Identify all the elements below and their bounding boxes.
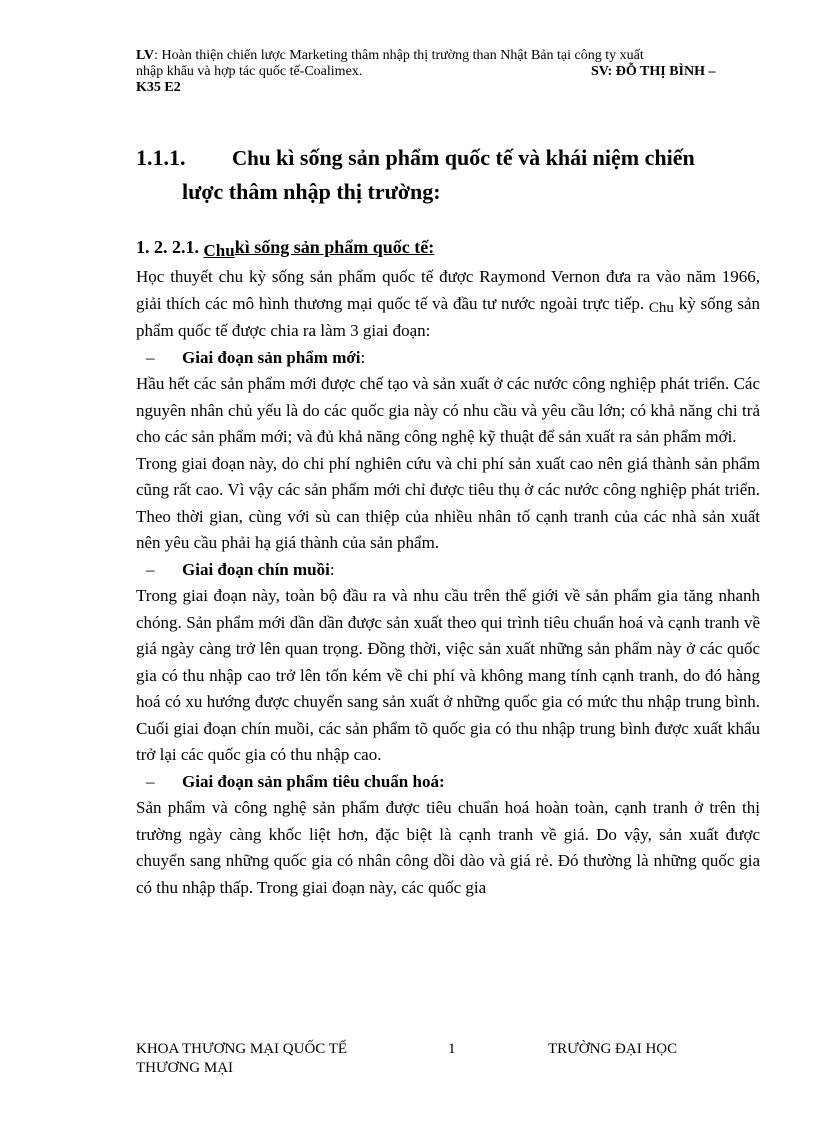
bullet-dash: –	[146, 771, 155, 791]
header-line-1	[136, 48, 760, 64]
bullet-dash: –	[146, 347, 155, 367]
header-line-2: nhập khẩu và hợp tác quốc tế-Coalimex.	[136, 64, 363, 79]
paragraph-new-product-2: Trong giai đoạn này, do chi phí nghiên cứu và chi phí sản xuất cao nên giá thành sản phẩm cũng rất cao. Vì vậy các sản phẩm mới chỉ được tiêu thụ ở các nước công nghiệp phát triển. Theo thời gian, cùng với sù can thiệp của nhiều nhân tố cạnh tranh của các nhà sản xuất nên yêu cầu phải hạ giá thành của sản phẩm.	[136, 453, 760, 552]
paragraph-maturity: Trong giai đoạn này, toàn bộ đầu ra và nhu cầu trên thế giới về sản phẩm gia tăng nhanh chóng. Sản phẩm mới dần dần được sản xuất theo qui trình tiêu chuẩn hoá và cạnh tranh về giá ngày càng trở lên quan trọng. Đồng thời, việc sản xuất những sản phẩm này ở các quốc gia có thu nhập cao trở lên tốn kém về chi phí và không mang tính cạnh tranh, do đó hàng hoá có xu hướng được chuyển sang sản xuất ở những quốc gia có mức thu nhập trung bình. Cuối giai đoạn chín muồi, các sản phẩm tõ quốc gia có thu nhập trung bình được xuất khẩu trở lại các quốc gia có thu nhập cao.	[136, 586, 760, 764]
intro-paragraph	[136, 264, 760, 345]
footer-university: TRƯỜNG ĐẠI HỌC	[548, 1041, 678, 1057]
bullet-dash: –	[146, 559, 155, 579]
intro-chu: Chu	[648, 299, 674, 316]
page-number: 1	[448, 1041, 456, 1057]
header-class-code: K35 E2	[136, 80, 181, 95]
heading-text-line-2: lược thâm nhập thị trường:	[182, 179, 441, 204]
bullet-maturity: – Giai đoạn chín muồi:	[136, 557, 760, 584]
section-heading-1-1-1	[136, 141, 760, 209]
intro-text-b: kỳ sống sản phẩm quốc tế được chia ra làm 3 giai đoạn:	[136, 293, 761, 340]
heading-number: 1.1.1.	[136, 145, 186, 170]
page-header	[136, 48, 760, 96]
intro-text-a: Học thuyết chu kỳ sống sản phẩm quốc tế được Raymond Vernon đưa ra vào năm 1966, giải thích các mô hình thương mại quốc tế và đầu tư nước ngoài trực tiếp.	[136, 267, 760, 313]
bullet-label: Giai đoạn chín muồi	[182, 559, 330, 579]
bullet-label: Giai đoạn sản phẩm mới	[182, 347, 361, 367]
subheading-text: kì sống sản phẩm quốc tế:	[234, 237, 435, 257]
footer-faculty: KHOA THƯƠNG MẠI QUỐC TẾ	[136, 1041, 348, 1057]
bullet-new-product: – Giai đoạn sản phẩm mới:	[136, 345, 760, 372]
section-heading-1-2-2-1	[136, 237, 434, 258]
heading-chu: Chu	[232, 146, 271, 170]
header-title-part1: : Hoàn thiện chiến lược Marketing thâm nhập thị trường than Nhật Bản tại công ty xuất	[154, 48, 644, 63]
paragraph-standardization: Sản phẩm và công nghệ sản phẩm được tiêu chuẩn hoá hoàn toàn, cạnh tranh ở trên thị trường ngày càng khốc liệt hơn, đặc biệt là cạnh tranh về giá. Do vậy, sản xuất được chuyển sang những quốc gia có nhân công dồi dào và giá rẻ. Đó thường là những quốc gia có thu nhập thấp. Trong giai đoạn này, các quốc gia	[136, 798, 760, 897]
subheading-number: 1. 2. 2.1.	[136, 237, 199, 257]
footer-faculty-line-2: THƯƠNG MẠI	[136, 1060, 234, 1076]
bullet-standardization	[136, 769, 760, 796]
paragraph-new-product-1: Hầu hết các sản phẩm mới được chế tạo và sản xuất ở các nước công nghiệp phát triển. Các nguyên nhân chủ yếu là do các quốc gia này có nhu cầu và yêu cầu lớn; có khả năng chi trả cho các sản phẩm mới; và đủ khả năng công nghệ kỹ thuật để sản xuất ra sản phẩm mới.	[136, 374, 760, 446]
subheading-chu: Chu	[203, 241, 235, 260]
header-lv-label: LV	[136, 48, 155, 63]
body-text	[136, 264, 760, 901]
bullet-label: Giai đoạn sản phẩm tiêu chuẩn hoá:	[182, 771, 445, 791]
heading-text-line-1: kì sống sản phẩm quốc tế và khái niệm chiến	[276, 145, 695, 170]
header-student-name: SV: ĐỖ THỊ BÌNH –	[591, 64, 716, 79]
